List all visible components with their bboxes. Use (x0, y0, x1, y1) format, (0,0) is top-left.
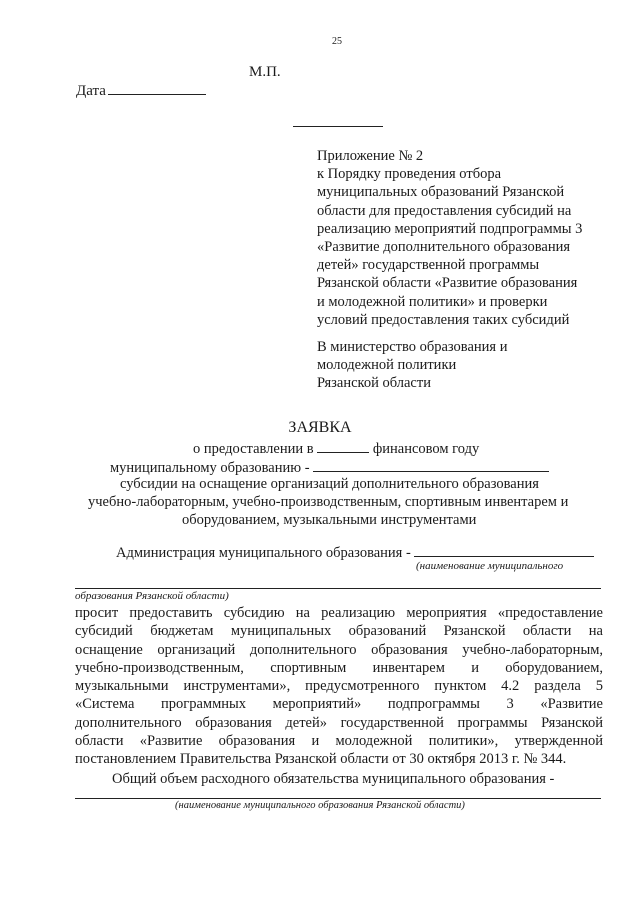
addressee-block (317, 338, 507, 393)
date-blank-line (108, 82, 206, 95)
appendix-line: муниципальных образований Рязанской (317, 184, 565, 201)
munic-hint: (наименование муниципального образования Рязанской области) (175, 800, 465, 811)
admin-blank (414, 543, 594, 557)
addressee-line: В министерство образования и (317, 339, 508, 355)
appendix-heading (317, 147, 607, 329)
caption-text: финансовом году (372, 441, 480, 457)
caption-text: о предоставлении в (193, 441, 314, 457)
body-line: «Система программных мероприятий» подпрограммы 3 «Развитие (75, 696, 603, 713)
admin-hint-continued: образования Рязанской области) (75, 590, 229, 602)
body-line: просит предоставить субсидию на реализацию мероприятия «предоставление (75, 605, 603, 621)
appendix-line: «Развитие дополнительного образования (317, 239, 571, 256)
date-field (76, 82, 206, 100)
body-line: области «Развитие образования и молодежной политики», утвержденной (75, 733, 603, 750)
municipality-blank (313, 458, 549, 472)
appendix-line: условий предоставления таких субсидий (317, 311, 570, 328)
separator-line (293, 126, 383, 127)
appendix-line: Рязанской области «Развитие образования (317, 275, 578, 292)
addressee-line: молодежной политики (317, 357, 457, 374)
caption-line: субсидии на оснащение организаций дополнительного образования (120, 476, 539, 492)
appendix-line: и молодежной политики» и проверки (317, 293, 548, 310)
appendix-line: реализацию мероприятий подпрограммы 3 (317, 220, 583, 237)
appendix-line: Приложение № 2 (317, 148, 424, 164)
caption-line-year (193, 439, 479, 458)
document-title: ЗАЯВКА (288, 419, 352, 436)
body-paragraph (75, 604, 603, 769)
caption-line-municipality (110, 458, 549, 477)
munic-name-line (75, 798, 601, 799)
body-line: постановлением Правительства Рязанской области от 30 октября 2013 г. № 344. (75, 751, 567, 768)
stamp-label: М.П. (249, 64, 281, 80)
date-label: Дата (76, 83, 106, 99)
page-number: 25 (332, 36, 342, 47)
addressee-line: Рязанской области (317, 375, 431, 392)
appendix-line: области для предоставления субсидий на (317, 202, 572, 219)
admin-hint: (наименование муниципального (416, 560, 564, 572)
body-line: оснащение организаций дополнительного образования учебно-лабораторным, (75, 641, 603, 658)
appendix-line: к Порядку проведения отбора (317, 166, 502, 183)
body-line: учебно-производственным, спортивным инвентарем и оборудованием, (75, 659, 603, 676)
appendix-line: детей» государственной программы (317, 257, 540, 274)
volume-line: Общий объем расходного обязательства муниципального образования - (112, 771, 555, 787)
caption-line: учебно-лабораторным, учебно-производственным, спортивным инвентарем и (88, 494, 569, 510)
body-line: музыкальными инструментами», предусмотренного пунктом 4.2 раздела 5 (75, 678, 603, 695)
year-blank (317, 439, 369, 453)
body-line: субсидий бюджетам муниципальных образований Рязанской области на (75, 623, 603, 640)
caption-text: муниципальному образованию - (110, 460, 310, 476)
body-line: дополнительного образования детей» государственной программы Рязанской (75, 714, 603, 731)
admin-name-line (75, 588, 601, 589)
admin-label: Администрация муниципального образования - (116, 545, 411, 561)
caption-line: оборудованием, музыкальными инструментами (182, 512, 477, 528)
